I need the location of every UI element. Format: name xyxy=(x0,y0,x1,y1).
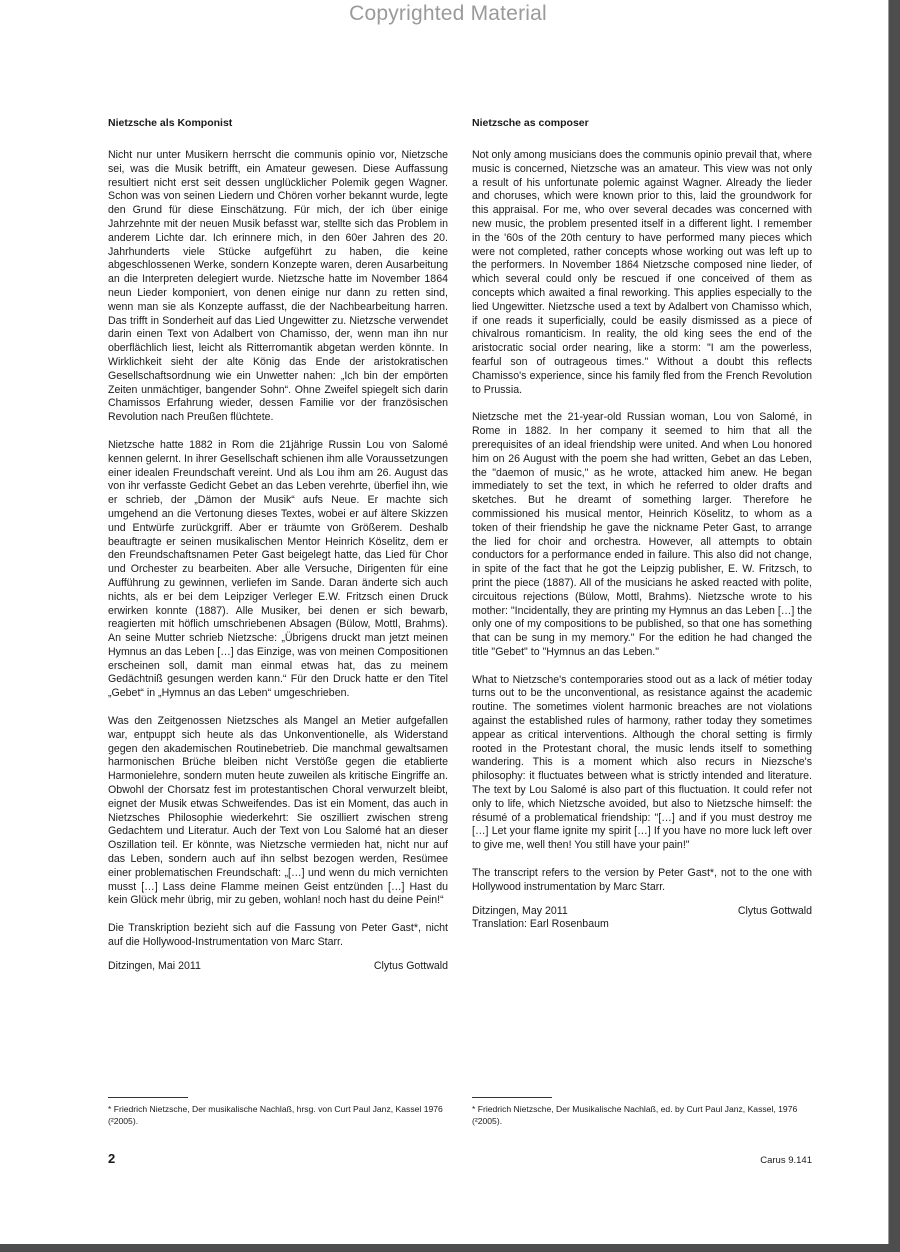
german-paragraph-3: Was den Zeitgenossen Nietzsches als Mangel an Metier aufgefallen war, entpuppt sich heute als das Unkonventionelle, als Widerstand gegen den akademischen Routinebetrieb. Die manchmal gewaltsamen harmonischen Brüche bleiben nicht Verstöße gegen die etablierte Harmonielehre, sondern muten heute zuweilen als kritische Eingriffe an. Obwohl der Chorsatz fest im protestantischen Choral verwurzelt bleibt, eignet der Musik etwas Schweifendes. Das ist ein Moment, das auch in Nietzsches Philosophie wiederkehrt: Sie oszilliert zwischen streng Gedachtem und Literatur. Auch der Text von Lou Salomé hat an dieser Oszillation teil. Er könnte, was Nietzsche vermieden hat, nicht nur auf das Leben, sondern auch auf ihn selbst bezogen werden, Resümee einer problematischen Freundschaft: „[…] und wenn du mich vernichten musst […] Lass deine Flamme meinen Geist entzünden […] Hast du kein Glück mehr übrig, mir zu geben, wohlan! noch hast du deine Pein!“ xyxy=(108,715,448,907)
german-paragraph-1: Nicht nur unter Musikern herrscht die communis opinio vor, Nietzsche sei, was die Musik betrifft, ein Amateur gewesen. Diese Auffassung resultiert nicht erst seit dessen unglücklicher Polemik gegen Wagner. Schon was von seinen Liedern und Chören vorher bekannt wurde, legte den Grund für diese Einschätzung. Für mich, der ich über einige Jahrzehnte mit der neuen Musik befasst war, stellte sich das Problem in anderem Lichte dar. Ich erinnere mich, in den 60er Jahren des 20. Jahrhunderts viele Stücke aufgeführt zu haben, die keine abgeschlossenen Werke, sondern Konzepte waren, deren Ausarbeitung an die Interpreten delegiert wurde. Nietzsche hatte im November 1864 neun Lieder komponiert, von denen einige nur dann zu retten sind, wenn man sie als Konzepte auffasst, die der Nachbearbeitung harren. Das trifft in Sonderheit auf das Lied Ungewitter zu. Nietzsche verwendet darin einen Text von Adalbert von Chamisso, der, wenn man ihn nur oberflächlich liest, leicht als Ritterromantik abgetan werden könnte. In Wirklichkeit sieht der alte König das Ende der aristokratischen Gesellschaftsordnung wie ein Unwetter nahen: „Ich bin der empörten Zeiten unmächtiger, bangender Sohn“. Ohne Zweifel spiegelt sich darin Chamissos Erfahrung wieder, dessen Familie vor der französischen Revolution nach Preußen flüchtete. xyxy=(108,149,448,424)
german-heading: Nietzsche als Komponist xyxy=(108,117,233,129)
footnote-rule-right xyxy=(472,1097,552,1098)
english-paragraph-1: Not only among musicians does the communis opinio prevail that, where music is concerned, Nietzsche was an amateur. This view was not only a result of his unfortunate polemic against Wagner. Already the lieder and choruses, which were known prior to this, laid the groundwork for this appraisal. For me, who over several decades was concerned with new music, the problem presented itself in a different light. I remember in the '60s of the 20th century to have performed many pieces which were not completed, rather concepts whose working out was left up to the performers. In November 1864 Nietzsche composed nine lieder, of which several could only be rescued if one conceived of them as concepts which awaited a final reworking. This applies especially to the lied Ungewitter. Nietzsche used a text by Adalbert von Chamisso which, if one reads it superficially, could be easily dismissed as a piece of chivalrous romanticism. In reality, the old king sees the end of the aristocratic social order nearing, like a storm: "I am the powerless, fearful son of outrageous times." Without a doubt this reflects Chamisso's experience, since his family fled from the French Revolution to Prussia. xyxy=(472,149,812,396)
english-column xyxy=(472,117,812,932)
german-footnote: * Friedrich Nietzsche, Der musikalische Nachlaß, hrsg. von Curt Paul Janz, Kassel 1976 (²2005). xyxy=(108,1104,443,1126)
german-paragraph-4: Die Transkription bezieht sich auf die Fassung von Peter Gast*, nicht auf die Hollywood-Instrumentation von Marc Starr. xyxy=(108,922,448,949)
footnote-rule-left xyxy=(108,1097,188,1098)
english-author: Clytus Gottwald xyxy=(737,904,812,917)
german-column xyxy=(108,117,448,974)
translation-credit: Translation: Earl Rosenbaum xyxy=(472,918,609,931)
english-signature xyxy=(472,905,812,919)
watermark: Copyrighted Material xyxy=(349,2,547,25)
english-footnote: * Friedrich Nietzsche, Der Musikalische Nachlaß, ed. by Curt Paul Janz, Kassel, 1976 (²2005). xyxy=(472,1104,798,1126)
right-border xyxy=(889,0,900,1252)
page-number: 2 xyxy=(108,1151,116,1166)
english-paragraph-3: What to Nietzsche's contemporaries stood out as a lack of métier today turns out to be the unconventional, as resistance against the academic routine. The sometimes violent harmonic breaches are not violations against the established rules of harmony, rather today they sometimes appear as critical interventions. Although the choral setting is firmly rooted in the Protestant choral, the music lends itself to something wandering. This is a moment which also recurs in Niezsche's philosophy: it fluctuates between what is strictly intended and literature. The text by Lou Salomé is also part of this fluctuation. It could refer not only to life, which Nietzsche avoided, but also to Nietzsche himself: the résumé of a problematical friendship: "[…] and if you must destroy me […] Let your flame ignite my spirit […] If you have no more luck left over to give me, well then! You still have your pain!" xyxy=(472,673,812,852)
catalog-number: Carus 9.141 xyxy=(760,1155,812,1166)
english-heading: Nietzsche as composer xyxy=(472,117,589,129)
english-paragraph-4: The transcript refers to the version by Peter Gast*, not to the one with Hollywood instrumentation by Marc Starr. xyxy=(472,867,812,893)
german-signature xyxy=(108,960,448,974)
english-paragraph-2: Nietzsche met the 21-year-old Russian woman, Lou von Salomé, in Rome in 1882. In her company it seemed to him that all the prerequisites of an ideal friendship were united. And when Lou honored him on 26 August with the poem she had written, Gebet an das Leben, the "daemon of music," as he wrote, attacked him anew. He began immediately to set the text, in which he referred to older drafts and sketches. But he dreamt of something larger. Therefore he commissioned his musical mentor, Heinrich Köselitz, to whom as a token of their friendship he gave the nickname Peter Gast, to arrange the lied for choir and orchestra. However, all attempts to obtain conductors for a performance ended in failure. This also did not change, in spite of the fact that he got the Leipzig publisher, E. W. Fritzsch, to print the piece (1887). All of the musicians he asked reacted with polite, circuitous rejections (Bülow, Mottl, Brahms). Nietzsche wrote to his mother: "Incidentally, they are printing my Hymnus an das Leben […] the only one of my compositions to be published, so that one has something that can be sung in my memory." For the edition he had changed the title "Gebet" to "Hymnus an das Leben." xyxy=(472,411,812,658)
german-author: Clytus Gottwald xyxy=(373,959,448,972)
german-paragraph-2: Nietzsche hatte 1882 in Rom die 21jährige Russin Lou von Salomé kennen gelernt. In ihrer Gesellschaft schienen ihm alle Voraussetzungen einer idealen Freundschaft vereint. Und als Lou ihm am 26. August das von ihr verfasste Gedicht Gebet an das Leben verehrte, überfiel ihn, wie er schrieb, der „Dämon der Musik“ aufs Neue. Er machte sich umgehend an die Vertonung dieses Textes, wobei er auf ältere Skizzen und Entwürfe zurückgriff. Aber er träumte von Größerem. Deshalb beauftragte er seinen musikalischen Mentor Heinrich Köselitz, dem er den Freundschaftsnamen Peter Gast beigelegt hatte, das Lied für Chor und Orchester zu bearbeiten. Aber alle Versuche, Dirigenten für eine Aufführung zu gewinnen, verliefen im Sande. Daran änderte sich auch nichts, als er bei dem Leipziger Verleger E.W. Fritzsch einen Druck erwirken konnte (1887). Alle Musiker, bei denen er sich bewarb, reagierten mit höflich umschriebenen Absagen (Bülow, Mottl, Brahms). An seine Mutter schrieb Nietzsche: „Übrigens druckt man jetzt meinen Hymnus an das Leben […] das Einzige, was von meinen Compositionen erscheinen soll, damit man einmal etwas hat, das zu meinem Gedächtniß gesungen werden kann.“ Für den Druck hatte er den Titel „Gebet“ in „Hymnus an das Leben“ umgeschrieben. xyxy=(108,438,448,700)
german-place-date: Ditzingen, Mai 2011 xyxy=(108,959,201,972)
english-place-date: Ditzingen, May 2011 xyxy=(472,904,568,917)
bottom-border xyxy=(0,1244,900,1252)
